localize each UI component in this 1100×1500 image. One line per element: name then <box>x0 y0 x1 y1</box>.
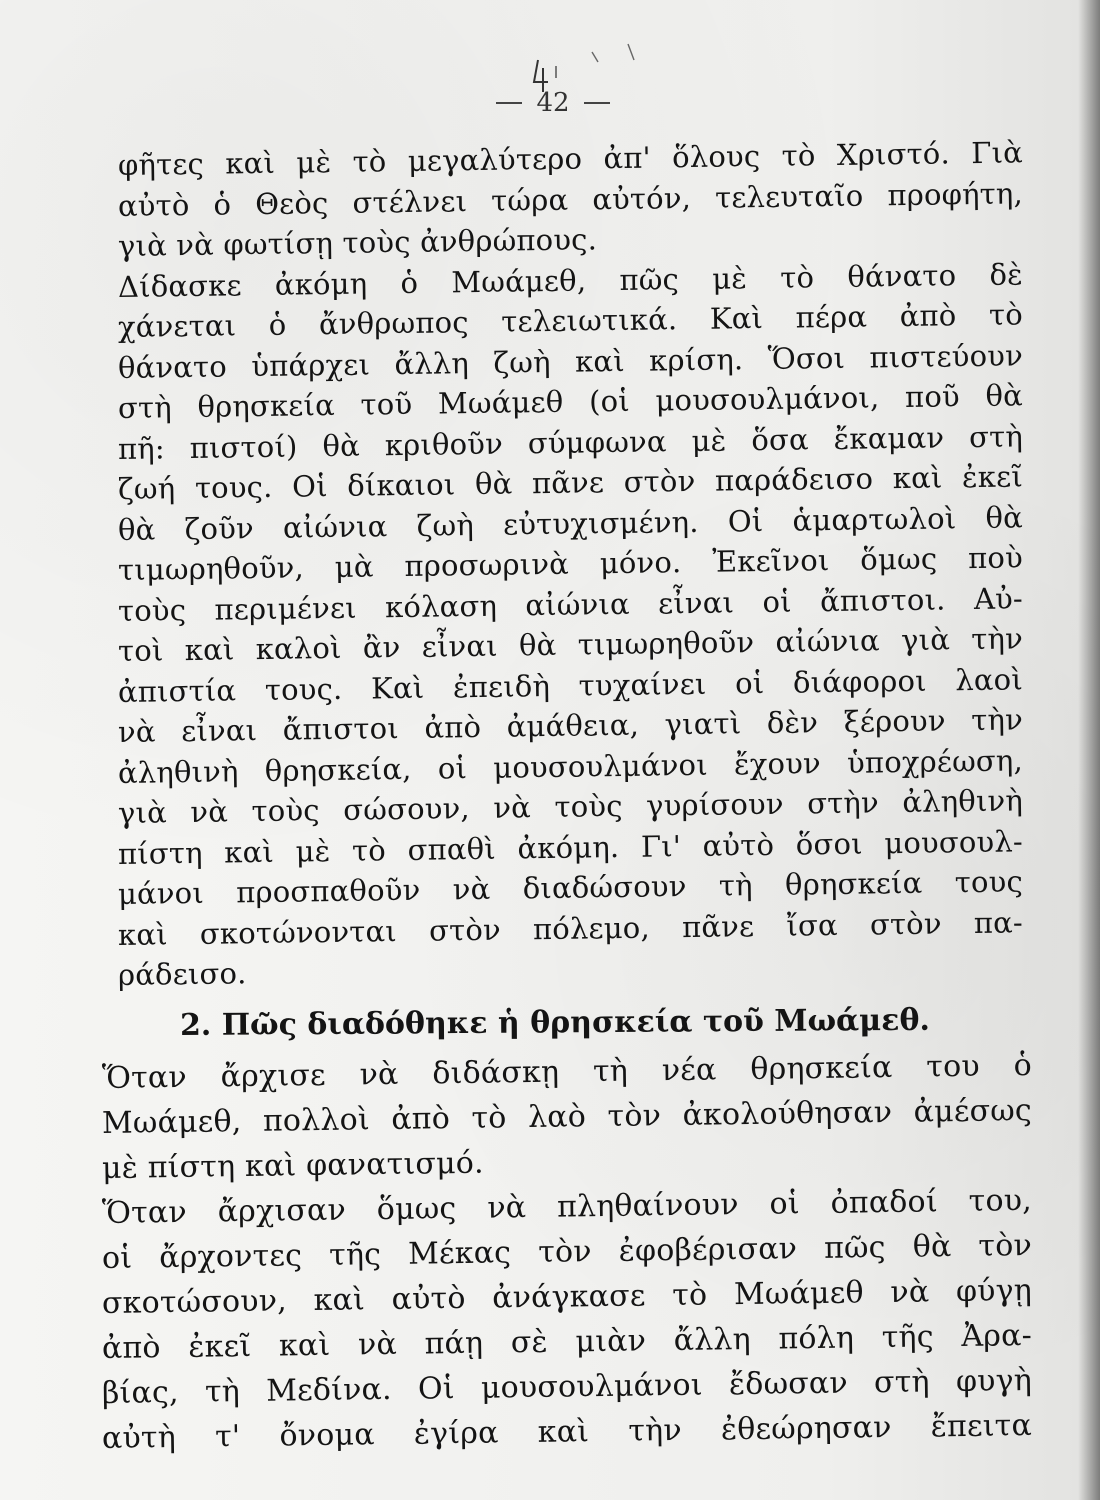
text-line: Ὅταν ἄρχισαν ὅμως νὰ πληθαίνουν οἱ ὀπαδοί του, <box>101 1183 1033 1231</box>
text-line: ἀπιστία τους. Καὶ ἐπειδὴ τυχαίνει οἱ διάφοροι λαοὶ <box>117 661 1024 709</box>
text-line: πῆ: πιστοί) θὰ κριθοῦν σύμφωνα μὲ ὅσα ἔκαμαν στὴ <box>117 418 1024 466</box>
text-line: τοὺς περιμένει κόλαση αἰώνια εἶναι οἱ ἄπιστοι. Αὐ- <box>117 580 1024 628</box>
text-line: τοὶ καὶ καλοὶ ἂν εἶναι θὰ τιμωρηθοῦν αἰώνια γιὰ τὴν <box>117 621 1024 668</box>
text-line: μάνοι προσπαθοῦν νὰ διαδώσουν τὴ θρησκεία τους <box>117 864 1024 911</box>
text-line: αὐτὸ ὁ Θεὸς στέλνει τώρα αὐτόν, τελευταῖο προφήτη, <box>117 175 1024 223</box>
text-line: οἱ ἄρχοντες τῆς Μέκας τὸν ἐφοβέρισαν πῶς θὰ τὸν <box>101 1228 1033 1276</box>
text-line: χάνεται ὁ ἄνθρωπος τελειωτικά. Καὶ πέρα ἀπὸ τὸ <box>117 297 1024 344</box>
text-line: ράδεισο. <box>117 956 247 992</box>
page-number-right-dash <box>584 102 610 104</box>
text-line: ἀπὸ ἐκεῖ καὶ νὰ πάῃ σὲ μιὰν ἄλλη πόλη τῆς Ἀρα- <box>101 1318 1033 1366</box>
text-line: ζωή τους. Οἱ δίκαιοι θὰ πᾶνε στὸν παράδεισο καὶ ἐκεῖ <box>117 459 1024 506</box>
page-edge-shadow <box>1078 0 1100 1500</box>
text-line: πίστη καὶ μὲ τὸ σπαθὶ ἀκόμη. Γι' αὐτὸ ὅσοι μουσουλ- <box>117 823 1024 871</box>
text-line: θὰ ζοῦν αἰώνια ζωὴ εὐτυχισμένη. Οἱ ἁμαρτωλοὶ θὰ <box>117 499 1024 547</box>
text-line: θάνατο ὑπάρχει ἄλλη ζωὴ καὶ κρίση. Ὅσοι πιστεύουν <box>117 337 1024 385</box>
text-line: βίας, τὴ Μεδίνα. Οἱ μουσουλμάνοι ἔδωσαν στὴ φυγὴ <box>101 1363 1033 1411</box>
text-line: γιὰ νὰ φωτίσῃ τοὺς ἀνθρώπους. <box>117 222 598 263</box>
text-line: αὐτὴ τ' ὄνομα ἐγίρα καὶ τὴν ἐθεώρησαν ἔπειτα <box>101 1408 1033 1456</box>
text-line: ἀληθινὴ θρησκεία, οἱ μουσουλμάνοι ἔχουν ὑποχρέωση, <box>117 742 1024 790</box>
text-line: μὲ πίστη καὶ φανατισμό. <box>101 1145 485 1186</box>
text-line: φῆτες καὶ μὲ τὸ μεγαλύτερο ἀπ' ὅλους τὸ Χριστό. Γιὰ <box>117 135 1024 182</box>
text-line: τιμωρηθοῦν, μὰ προσωρινὰ μόνο. Ἐκεῖνοι ὅμως ποὺ <box>117 540 1024 587</box>
page-number-left-dash <box>496 102 522 104</box>
section-heading: 2. Πῶς διαδόθηκε ἡ θρησκεία τοῦ Μωάμεθ. <box>179 1002 930 1043</box>
page-number-value: 42 <box>536 88 570 118</box>
text-line: Ὅταν ἄρχισε νὰ διδάσκῃ τὴ νέα θρησκεία του ὁ <box>101 1048 1033 1096</box>
text-line: νὰ εἶναι ἄπιστοι ἀπὸ ἀμάθεια, γιατὶ δὲν ξέρουν τὴν <box>117 702 1024 749</box>
main-text-block <box>117 135 1024 996</box>
text-line: καὶ σκοτώνονται στὸν πόλεμο, πᾶνε ἴσα στὸν πα- <box>117 904 1024 952</box>
text-line: Μωάμεθ, πολλοὶ ἀπὸ τὸ λαὸ τὸν ἀκολούθησαν ἀμέσως <box>101 1093 1033 1141</box>
text-line: σκοτώσουν, καὶ αὐτὸ ἀνάγκασε τὸ Μωάμεθ νὰ φύγῃ <box>101 1273 1033 1321</box>
page-number <box>468 86 638 120</box>
section-text-block <box>101 1048 1033 1461</box>
text-line: στὴ θρησκεία τοῦ Μωάμεθ (οἱ μουσουλμάνοι, ποῦ θὰ <box>117 378 1024 425</box>
text-line: Δίδασκε ἀκόμη ὁ Μωάμεθ, πῶς μὲ τὸ θάνατο δὲ <box>117 256 1024 304</box>
text-line: γιὰ νὰ τοὺς σώσουν, νὰ τοὺς γυρίσουν στὴν ἀληθινὴ <box>117 783 1024 830</box>
